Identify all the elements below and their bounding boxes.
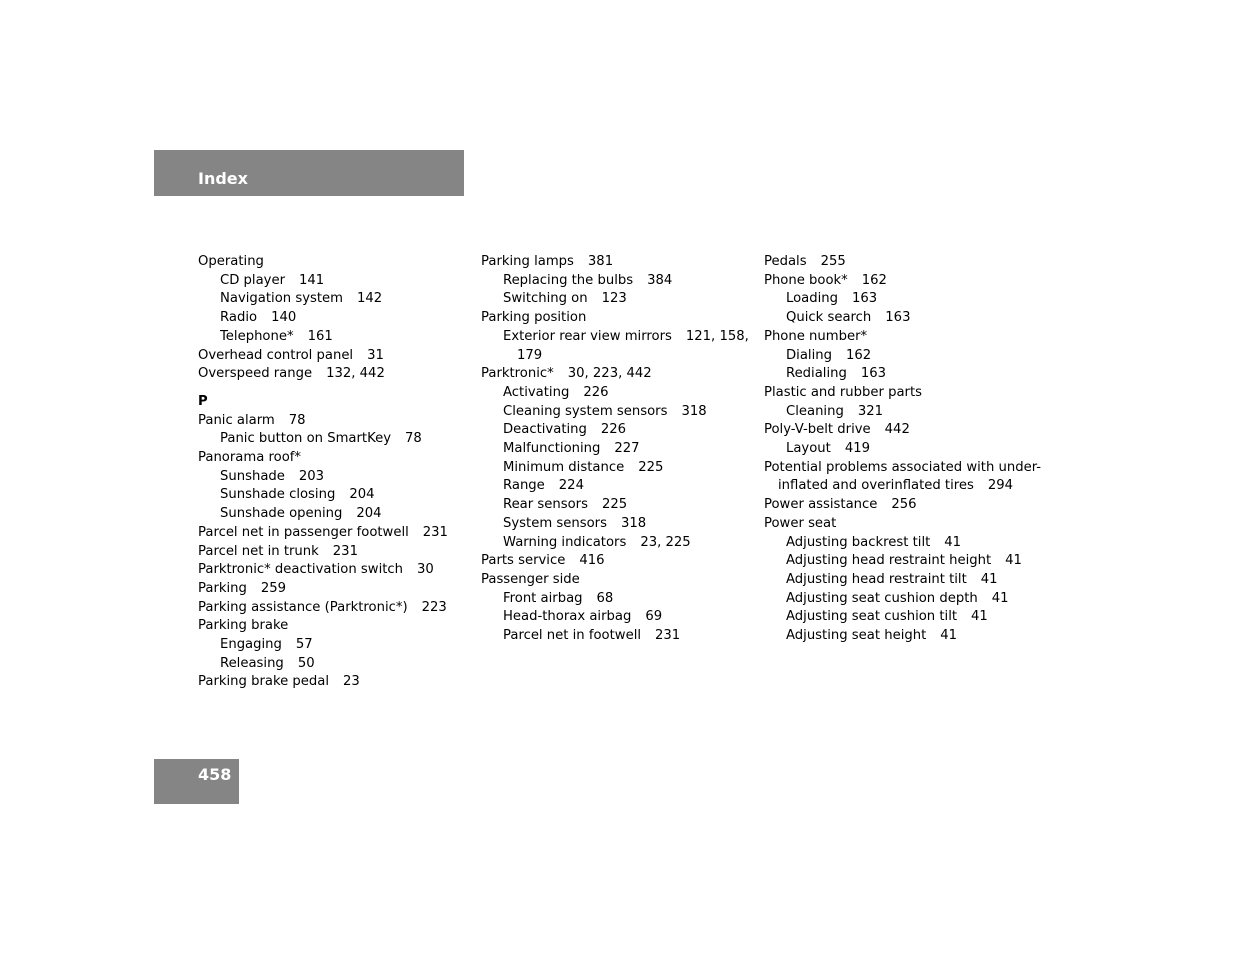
index-entry bbox=[764, 608, 1034, 627]
index-entry bbox=[764, 421, 1034, 440]
index-term: Phone book* bbox=[764, 272, 848, 288]
index-entry bbox=[198, 449, 468, 468]
index-entry bbox=[198, 290, 468, 309]
index-entry bbox=[481, 440, 751, 459]
index-term: Warning indicators bbox=[503, 534, 627, 550]
index-term: Parking assistance (Parktronic*) bbox=[198, 599, 408, 615]
index-page-ref: 384 bbox=[647, 272, 673, 288]
index-term: Cleaning bbox=[786, 403, 844, 419]
index-entry bbox=[198, 328, 468, 347]
index-entry bbox=[481, 253, 751, 272]
index-page-ref: 31 bbox=[367, 347, 384, 363]
index-entry bbox=[764, 627, 1034, 646]
index-page-ref: 23 bbox=[343, 674, 360, 690]
index-term: Navigation system bbox=[220, 291, 343, 307]
index-term: Parktronic* deactivation switch bbox=[198, 562, 404, 578]
index-page-ref: 23, 225 bbox=[640, 534, 691, 550]
index-entry bbox=[198, 543, 468, 562]
index-term: Loading bbox=[786, 291, 839, 307]
index-term: Power seat bbox=[764, 515, 837, 531]
index-term: Rear sensors bbox=[503, 497, 588, 513]
index-page-ref: 140 bbox=[271, 310, 297, 326]
index-term: Deactivating bbox=[503, 422, 587, 438]
index-term: Adjusting backrest tilt bbox=[786, 534, 931, 550]
index-term: Telephone* bbox=[220, 328, 294, 344]
index-page-ref: 225 bbox=[601, 497, 628, 513]
index-page-ref: 68 bbox=[596, 590, 614, 606]
index-page-ref: 259 bbox=[260, 580, 287, 596]
index-term: System sensors bbox=[503, 515, 607, 531]
index-term: Parking brake bbox=[198, 618, 289, 634]
index-term: inflated and overinflated tires bbox=[778, 478, 974, 494]
index-page-ref: 163 bbox=[885, 310, 911, 326]
index-entry bbox=[481, 571, 751, 590]
index-term: Quick search bbox=[786, 310, 872, 326]
index-term: Minimum distance bbox=[503, 459, 625, 475]
index-term: Radio bbox=[220, 310, 258, 326]
index-term: Potential problems associated with under- bbox=[764, 459, 1042, 475]
index-entry bbox=[198, 673, 468, 692]
index-entry bbox=[198, 505, 468, 524]
index-page-ref: 226 bbox=[583, 384, 609, 400]
index-page-ref: 204 bbox=[356, 506, 382, 522]
index-term: Poly-V-belt drive bbox=[764, 422, 871, 438]
index-page-ref: 41 bbox=[1005, 553, 1022, 569]
index-term: Layout bbox=[786, 441, 831, 457]
index-page-ref: 442 bbox=[884, 422, 910, 438]
index-term: Parktronic* bbox=[481, 366, 554, 382]
index-entry bbox=[481, 272, 751, 291]
index-page-ref: 227 bbox=[614, 441, 640, 457]
index-term: Dialing bbox=[786, 347, 832, 363]
index-entry bbox=[481, 309, 751, 328]
index-term: Parking brake pedal bbox=[198, 674, 330, 690]
index-term: Exterior rear view mirrors bbox=[503, 328, 672, 344]
index-page-ref: 162 bbox=[845, 347, 872, 363]
index-page-ref: 231 bbox=[422, 524, 448, 540]
index-page-ref: 132, 442 bbox=[326, 366, 385, 382]
index-term: Passenger side bbox=[481, 571, 580, 587]
index-page-ref: 203 bbox=[298, 468, 325, 484]
index-term: Range bbox=[503, 478, 545, 494]
index-term: Front airbag bbox=[503, 590, 583, 606]
index-term: Adjusting head restraint height bbox=[786, 553, 992, 569]
index-page-ref: 78 bbox=[405, 431, 422, 447]
index-term: Activating bbox=[503, 384, 570, 400]
index-page-ref: 162 bbox=[861, 272, 887, 288]
index-entry bbox=[198, 599, 468, 618]
index-page-ref: 141 bbox=[299, 272, 325, 288]
index-term: Adjusting seat cushion tilt bbox=[786, 609, 958, 625]
index-letter-heading bbox=[198, 393, 468, 412]
index-page-ref: 78 bbox=[288, 412, 306, 428]
index-term: Parking lamps bbox=[481, 254, 574, 269]
index-term: Parking bbox=[198, 580, 247, 596]
index-term: Parts service bbox=[481, 553, 566, 569]
index-entry bbox=[481, 534, 751, 553]
index-term: Pedals bbox=[764, 254, 807, 269]
index-entry bbox=[764, 534, 1034, 553]
index-term: Panorama roof* bbox=[198, 450, 301, 466]
index-entry bbox=[764, 347, 1034, 366]
index-term: Redialing bbox=[786, 366, 847, 382]
index-entry bbox=[198, 272, 468, 291]
index-term: Overhead control panel bbox=[198, 347, 354, 363]
index-term: Malfunctioning bbox=[503, 441, 601, 457]
index-entry bbox=[764, 477, 1034, 496]
index-entry bbox=[481, 459, 751, 478]
index-entry bbox=[481, 590, 751, 609]
index-entry bbox=[198, 486, 468, 505]
index-entry bbox=[198, 430, 468, 449]
index-term: Plastic and rubber parts bbox=[764, 384, 923, 400]
index-term: Parcel net in passenger footwell bbox=[198, 524, 409, 540]
index-entry bbox=[764, 328, 1034, 347]
index-page-ref: 416 bbox=[579, 553, 605, 569]
index-page-ref: 41 bbox=[944, 534, 962, 550]
index-term: Operating bbox=[198, 254, 264, 269]
index-term: Sunshade closing bbox=[220, 487, 336, 503]
index-term: Phone number* bbox=[764, 328, 868, 344]
index-term: P bbox=[198, 393, 208, 409]
index-entry bbox=[198, 347, 468, 366]
index-entry bbox=[198, 468, 468, 487]
index-page-ref: 419 bbox=[844, 441, 871, 457]
index-entry bbox=[764, 590, 1034, 609]
header-title: Index bbox=[198, 169, 248, 188]
index-entry bbox=[481, 403, 751, 422]
page-number: 458 bbox=[198, 765, 232, 784]
index-entry bbox=[198, 309, 468, 328]
index-page-ref: 321 bbox=[857, 403, 883, 419]
index-entry bbox=[764, 290, 1034, 309]
index-term: Switching on bbox=[503, 291, 588, 307]
index-page-ref: 41 bbox=[940, 628, 958, 644]
index-entry bbox=[764, 515, 1034, 534]
index-header-bar bbox=[154, 150, 464, 196]
index-term: Releasing bbox=[220, 655, 284, 671]
index-entry bbox=[764, 496, 1034, 515]
index-entry bbox=[198, 365, 468, 384]
index-term: Parking position bbox=[481, 310, 587, 326]
index-entry bbox=[764, 309, 1034, 328]
index-entry bbox=[481, 384, 751, 403]
index-term: Overspeed range bbox=[198, 366, 313, 382]
index-entry bbox=[764, 571, 1034, 590]
index-page-ref: 41 bbox=[991, 590, 1009, 606]
index-entry bbox=[764, 253, 1034, 272]
index-entry bbox=[481, 515, 751, 534]
index-column-2 bbox=[481, 253, 751, 646]
index-page-ref: 161 bbox=[307, 328, 333, 344]
index-page-ref: 30, 223, 442 bbox=[567, 366, 652, 382]
index-entry bbox=[764, 272, 1034, 291]
index-entry bbox=[198, 580, 468, 599]
index-entry bbox=[481, 365, 751, 384]
index-page-ref: 121, 158, bbox=[685, 328, 749, 344]
index-entry bbox=[198, 655, 468, 674]
index-term: Replacing the bulbs bbox=[503, 272, 634, 288]
index-page-ref: 225 bbox=[638, 459, 664, 475]
index-entry bbox=[198, 412, 468, 431]
index-term: Parcel net in trunk bbox=[198, 543, 319, 559]
index-term: 179 bbox=[517, 347, 543, 363]
index-page-ref: 256 bbox=[891, 497, 917, 513]
index-entry bbox=[481, 347, 751, 366]
index-entry bbox=[481, 290, 751, 309]
index-page-ref: 41 bbox=[980, 571, 998, 587]
index-column-1 bbox=[198, 253, 468, 692]
index-entry bbox=[481, 552, 751, 571]
index-entry bbox=[481, 477, 751, 496]
index-page-ref: 163 bbox=[860, 366, 887, 382]
index-term: Cleaning system sensors bbox=[503, 403, 668, 419]
index-page-ref: 231 bbox=[332, 543, 358, 559]
index-page-ref: 318 bbox=[681, 403, 707, 419]
index-entry bbox=[481, 421, 751, 440]
index-entry bbox=[481, 608, 751, 627]
index-term: Power assistance bbox=[764, 497, 878, 513]
index-page-ref: 381 bbox=[587, 254, 614, 269]
index-term: Panic button on SmartKey bbox=[220, 431, 392, 447]
index-entry bbox=[764, 440, 1034, 459]
index-page-ref: 223 bbox=[421, 599, 447, 615]
index-entry bbox=[481, 627, 751, 646]
index-page-ref: 30 bbox=[417, 562, 434, 578]
index-page-ref: 204 bbox=[349, 487, 375, 503]
index-term: CD player bbox=[220, 272, 286, 288]
index-term: Adjusting head restraint tilt bbox=[786, 571, 967, 587]
index-entry bbox=[198, 524, 468, 543]
index-term: Adjusting seat cushion depth bbox=[786, 590, 978, 606]
index-term: Panic alarm bbox=[198, 412, 275, 428]
index-term: Adjusting seat height bbox=[786, 628, 927, 644]
index-entry bbox=[764, 403, 1034, 422]
index-entry bbox=[481, 328, 751, 347]
index-page-ref: 255 bbox=[820, 254, 846, 269]
index-entry bbox=[198, 617, 468, 636]
page-number-box bbox=[154, 759, 239, 804]
index-entry bbox=[481, 496, 751, 515]
index-entry bbox=[764, 384, 1034, 403]
index-page-ref: 163 bbox=[852, 291, 878, 307]
index-page-ref: 50 bbox=[297, 655, 315, 671]
index-page-ref: 318 bbox=[620, 515, 647, 531]
index-entry bbox=[764, 459, 1042, 478]
index-page-ref: 69 bbox=[645, 609, 663, 625]
index-entry bbox=[198, 253, 468, 272]
index-page-ref: 294 bbox=[987, 478, 1014, 494]
index-term: Sunshade opening bbox=[220, 506, 343, 522]
index-column-3 bbox=[764, 253, 1042, 646]
index-term: Parcel net in footwell bbox=[503, 628, 642, 644]
index-entry bbox=[764, 552, 1034, 571]
index-entry bbox=[764, 365, 1034, 384]
index-page-ref: 41 bbox=[971, 609, 988, 625]
index-term: Engaging bbox=[220, 637, 282, 653]
index-page-ref: 224 bbox=[558, 478, 584, 494]
index-entry bbox=[198, 636, 468, 655]
index-page-ref: 57 bbox=[295, 637, 313, 653]
index-page-ref: 231 bbox=[655, 628, 681, 644]
index-entry bbox=[198, 561, 468, 580]
index-page-ref: 226 bbox=[600, 422, 627, 438]
index-term: Head-thorax airbag bbox=[503, 609, 632, 625]
index-page-ref: 142 bbox=[357, 291, 383, 307]
index-term: Sunshade bbox=[220, 468, 285, 484]
index-page-ref: 123 bbox=[601, 291, 627, 307]
